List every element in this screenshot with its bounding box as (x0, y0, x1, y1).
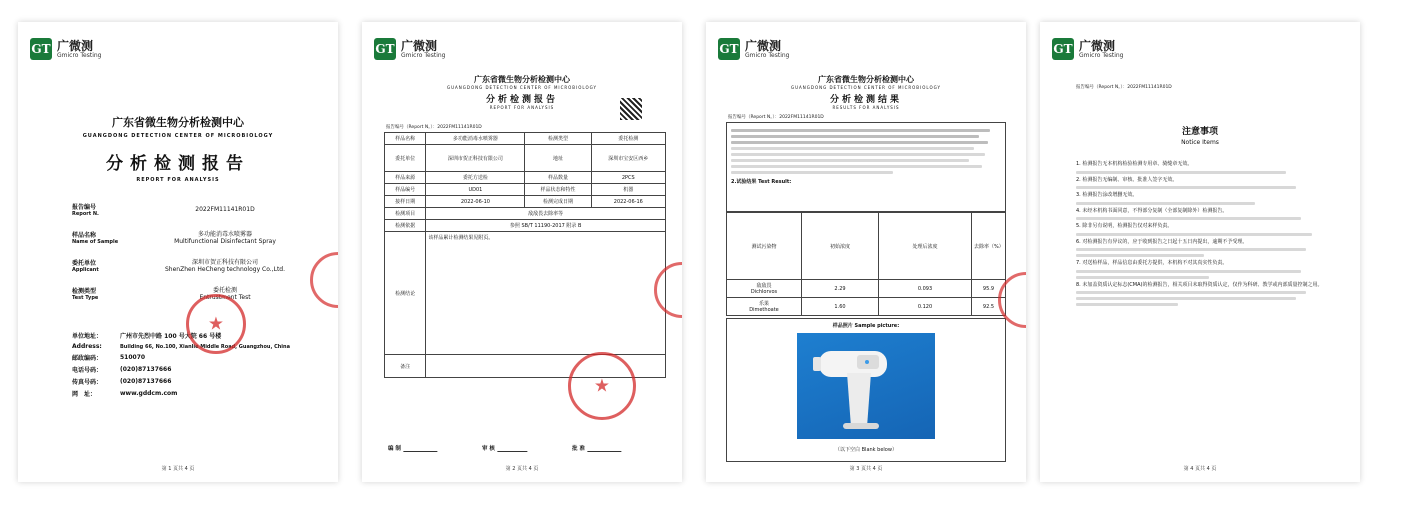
gmicro-logo: GT 广微测 Gmicro Testing (1053, 38, 1124, 59)
page-number: 第 4 页共 4 页 (1183, 466, 1217, 472)
cover-fields (72, 198, 308, 305)
report-number: 报告编号（Report N。）：2022FM11141R01D (1076, 85, 1172, 90)
notice-list (1076, 158, 1332, 309)
field-test-type: 检测类型 Test Type 委托检测 Entrustment Test (72, 287, 251, 301)
results-table: 测试污染物 初始浓度 处理后浓度 去除率（%） 敌敌畏 Dichlorvos 2.29 0.093 95.9 乐果 Dimethoate 1.60 0.120 92.5 (726, 212, 1006, 316)
report-number: 报告编号（Report N。）：2022FM11141R01D (728, 115, 824, 120)
sample-photo (797, 333, 935, 439)
report-title-en: REPORT FOR ANALYSIS (136, 177, 220, 183)
field-report-no: 报告编号 Report N. 2022FM11141R01D (72, 204, 255, 217)
org-title-cn: 广东省微生物分析检测中心 (818, 75, 914, 84)
results-heading: 2.试验结果 Test Result: (731, 179, 792, 185)
qr-code-icon (620, 98, 642, 120)
verifier-signature: 审 核 (482, 442, 529, 452)
sample-info-table: 样品名称 多功能消毒水喷雾器 检测类型 委托检测 委托单位 深圳市贺正科技有限公司 地址 深圳市宝安区西乡 样品来源 委托方送检 样品数量 2PCS 样品编号 UD01 样品状态和特性 机器 接样日期 2022-06-10 检测完成日期 2022-06-16 检测项目 敌敌畏去除率等 检测依据 参照 SB/T 11190-2017 附录 B 检测结论 该样品累计检测结果见附页。 备注 (384, 132, 666, 378)
report-page-1 (18, 22, 338, 482)
list-item: 1. 检测报告无本机构检验检测专用章、骑缝章无效。 (1076, 161, 1193, 167)
gmicro-logo: GT 广微测 Gmicro Testing (719, 38, 790, 59)
org-title-en: GUANGDONG DETECTION CENTER OF MICROBIOLOGY (791, 85, 941, 90)
gmicro-logo (30, 38, 101, 60)
list-item: 5. 除非另有说明，检测报告仅对来样负责。 (1076, 223, 1173, 229)
sample-picture-box (726, 318, 1006, 462)
brand-name-cn: 广微测 (57, 38, 94, 53)
seam-stamp-edge (310, 252, 338, 308)
page-number: 第 3 页共 4 页 (849, 466, 883, 472)
sample-picture-label: 样品照片 Sample picture: (832, 323, 900, 329)
blank-below-note: （以下空白 Blank below） (835, 447, 897, 453)
org-title-cn: 广东省微生物分析检测中心 (474, 75, 570, 84)
report-page-3 (706, 22, 1026, 482)
official-red-stamp: ★ (186, 294, 246, 354)
results-title-cn: 分析检测结果 (829, 95, 902, 105)
spray-gun-image (797, 333, 935, 439)
method-text-block (726, 122, 1006, 212)
brand-name-en: Gmicro Testing (57, 51, 102, 59)
editor-signature: 编 制 (388, 442, 439, 452)
report-title-cn: 分析检测报告 (106, 154, 250, 174)
report-title-en: REPORT FOR ANALYSIS (489, 105, 555, 110)
notice-title-cn: 注意事项 (1181, 127, 1218, 137)
gmicro-logo-icon: GT (1052, 38, 1074, 60)
report-title-cn: 分析检测报告 (485, 95, 558, 105)
field-sample-name: 样品名称 Name of Sample 多功能消毒水喷雾器 Multifunctional Disinfectant Spray (72, 231, 276, 245)
org-title-cn: 广东省微生物分析检测中心 (112, 116, 244, 129)
field-applicant: 委托单位 Applicant 深圳市贺正科技有限公司 ShenZhen HeCheng technology Co.,Ltd. (72, 259, 286, 273)
page-number: 第 1 页共 4 页 (161, 466, 195, 472)
page-number: 第 2 页共 4 页 (505, 466, 539, 472)
notice-title-en: Notice Items (1181, 139, 1219, 146)
list-item: 3. 检测报告涂改增删无效。 (1076, 192, 1138, 198)
gmicro-logo-icon: GT (374, 38, 396, 60)
gmicro-logo-icon: GT (30, 38, 52, 60)
approver-signature: 批 准 (572, 442, 623, 452)
list-item: 2. 检测报告无编制、审核、批准人签字无效。 (1076, 176, 1178, 183)
contact-block: 单位地址： 广州市先烈中路 100 号大院 66 号楼 Address: Building 66, No.100, Xianlie Middle Road, Guangzhou, China 邮政编码： 510070 电话号码： (020)87137666 传真号码： (020)87137666 网 址： www.gddcm.com (72, 333, 290, 398)
org-title-en: GUANGDONG DETECTION CENTER OF MICROBIOLOGY (82, 133, 274, 139)
list-item: 7. 对送检样品，样品信息由委托方提供，本机构不对其真实性负责。 (1076, 260, 1228, 266)
list-item: 8. 未加盖资质认定标志(CMA)的检测报告，相关项目未取得资质认定，仅作为科研、教学或内部质量控制之用。 (1076, 281, 1323, 288)
report-number: 报告编号（Report N。）：2022FM11141R01D (386, 125, 482, 130)
list-item: 4. 未经本机构书面同意，不得部分复制（全部复制除外）检测报告。 (1076, 207, 1228, 214)
gmicro-logo-icon: GT (718, 38, 740, 60)
report-page-4 (1040, 22, 1360, 482)
list-item: 6. 对检测报告有异议的，应于收到报告之日起十五日内提出，逾期不予受理。 (1076, 238, 1248, 245)
table-row: 敌敌畏 Dichlorvos 2.29 0.093 95.9 (727, 280, 1006, 298)
conclusion-text: 该样品累计检测结果见附页。 (428, 235, 494, 241)
results-title-en: RESULTS FOR ANALYSIS (832, 105, 900, 110)
report-page-2 (362, 22, 682, 482)
org-title-en: GUANGDONG DETECTION CENTER OF MICROBIOLOGY (447, 85, 597, 90)
official-red-stamp: ★ (568, 352, 636, 420)
table-row: 乐果 Dimethoate 1.60 0.120 92.5 (727, 298, 1006, 316)
gmicro-logo: GT 广微测 Gmicro Testing (375, 38, 446, 59)
